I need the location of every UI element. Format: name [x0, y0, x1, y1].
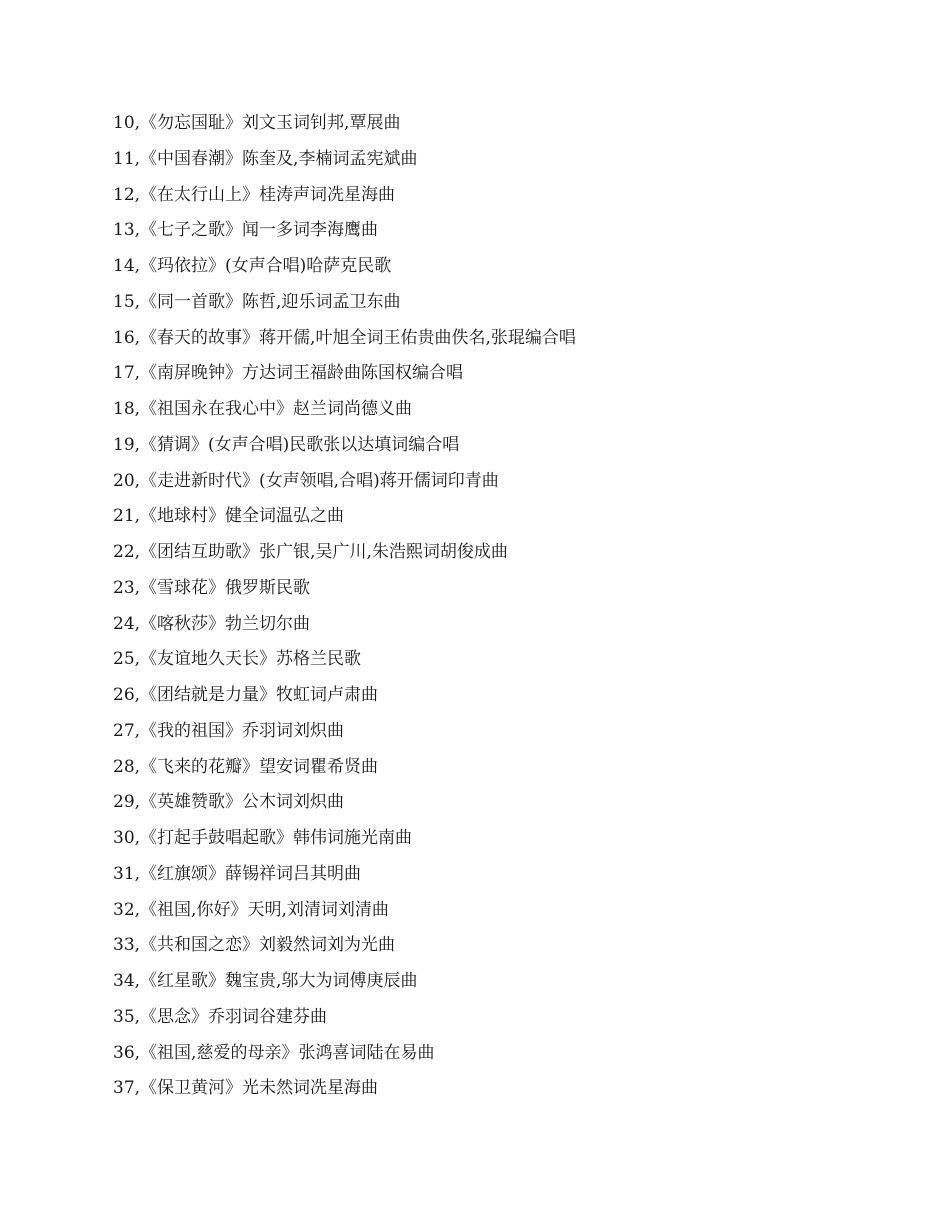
song-list-item: 31,《红旗颂》薛锡祥词吕其明曲	[113, 863, 362, 884]
song-list-item: 27,《我的祖国》乔羽词刘炽曲	[113, 720, 345, 741]
song-list-item: 23,《雪球花》俄罗斯民歌	[113, 577, 311, 598]
song-list-item: 12,《在太行山上》桂涛声词冼星海曲	[113, 184, 396, 205]
song-list-item: 11,《中国春潮》陈奎及,李楠词孟宪斌曲	[113, 148, 418, 169]
song-list-item: 20,《走进新时代》(女声领唱,合唱)蒋开儒词印青曲	[113, 470, 499, 491]
song-list-item: 15,《同一首歌》陈哲,迎乐词孟卫东曲	[113, 291, 401, 312]
song-list-item: 18,《祖国永在我心中》赵兰词尚德义曲	[113, 399, 413, 419]
song-list-item: 16,《春天的故事》蒋开儒,叶旭全词王佑贵曲佚名,张琨编合唱	[113, 327, 576, 348]
song-list-item: 26,《团结就是力量》牧虹词卢肃曲	[113, 685, 379, 705]
song-list-item: 14,《玛依拉》(女声合唱)哈萨克民歌	[113, 256, 392, 276]
song-list-item: 37,《保卫黄河》光未然词冼星海曲	[113, 1078, 379, 1099]
song-list-item: 36,《祖国,慈爱的母亲》张鸿喜词陆在易曲	[113, 1042, 435, 1063]
song-list-item: 25,《友谊地久天长》苏格兰民歌	[113, 649, 362, 670]
song-list-item: 13,《七子之歌》闻一多词李海鹰曲	[113, 220, 379, 241]
song-list-item: 28,《飞来的花瓣》望安词瞿希贤曲	[113, 756, 379, 777]
song-list-item: 22,《团结互助歌》张广银,吴广川,朱浩熙词胡俊成曲	[113, 542, 508, 562]
song-list-item: 24,《喀秋莎》勃兰切尔曲	[113, 613, 311, 634]
song-list-item: 30,《打起手鼓唱起歌》韩伟词施光南曲	[113, 828, 413, 848]
song-list-item: 34,《红星歌》魏宝贵,邬大为词傅庚辰曲	[113, 971, 418, 991]
song-list	[113, 106, 893, 1107]
song-list-item: 21,《地球村》健全词温弘之曲	[113, 506, 345, 527]
song-list-item: 35,《思念》乔羽词谷建芬曲	[113, 1006, 328, 1027]
song-list-item: 29,《英雄赞歌》公木词刘炽曲	[113, 792, 345, 813]
song-list-item: 19,《猜调》(女声合唱)民歌张以达填词编合唱	[113, 434, 460, 455]
song-list-item: 17,《南屏晚钟》方达词王福龄曲陈国权编合唱	[113, 363, 464, 384]
song-list-item: 32,《祖国,你好》天明,刘清词刘清曲	[113, 899, 389, 920]
song-list-item: 33,《共和国之恋》刘毅然词刘为光曲	[113, 935, 396, 956]
song-list-item: 10,《勿忘国耻》刘文玉词钊邦,覃展曲	[113, 113, 401, 133]
